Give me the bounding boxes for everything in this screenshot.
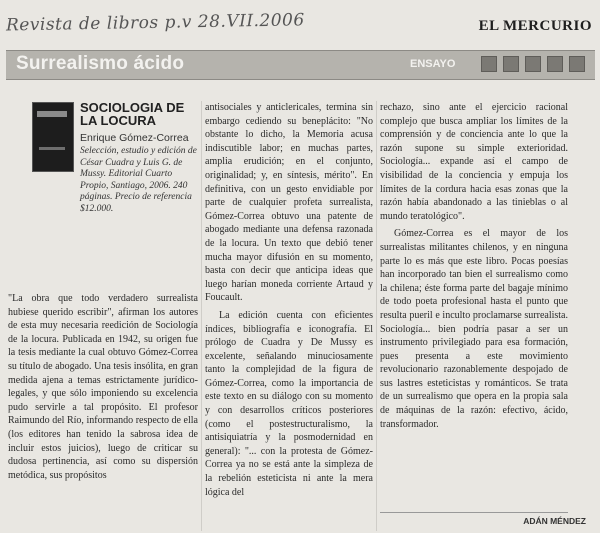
article-column-1 [8, 292, 198, 486]
book-meta: Selección, estudio y edición de César Cuadra y Luis G. de Mussy. Editorial Cuarto Propio, Santiago, 2006. 240 páginas. Precio de referencia $12.000. [80, 146, 197, 214]
article-column-2 [205, 101, 373, 503]
star-icon [481, 56, 497, 72]
article-paragraph: antisociales y anticlericales, termina sin embargo cediendo su beneplácito: "No obstante lo dicho, la Memoria acusa indiscutible labor; en muchas partes, amplia erudición; en el conjunto, originalidad; y, en síntesis, mérito". En definitiva, con un gesto envidiable por parte de cualquier profeta surrealista, Gómez-Correa obtuvo una patente de abogado mediante una defensa razonada de la locura. Un texto que debió tener mucha mayor difusión en su momento, basta con decir que anticipa ideas que luego harían moneda corriente Artaud y Foucault. [205, 102, 373, 304]
handwritten-note: Revista de libros p.v 28.VII.2006 [5, 10, 305, 36]
rating-stars [481, 56, 585, 72]
section-bar [6, 50, 595, 80]
article-paragraph: Gómez-Correa es el mayor de los surrealistas militantes chilenos, y en ninguna parte lo es más que este libro. Pocas poesías han incorporado tan bien el surrealismo como la chilena; éste forma parte del bagaje mínimo de todo poeta profesional hasta el punto que resulta pueril e inculto proclamarse surrealista. Sociología... bien podría pasar a ser un instrumento privilegiado para esa formación, pues presenta a este movimiento revolucionario razonablemente despojado de sus lastres esteticistas y románticos. Se trata de un surrealismo que opera en la propia sala de máquinas de la razón: efectivo, ácido, transformador. [380, 228, 568, 430]
byline: ADÁN MÉNDEZ [523, 516, 586, 526]
star-icon [503, 56, 519, 72]
column-divider [376, 101, 377, 531]
article-paragraph: rechazo, sino ante el ejercicio racional complejo que busca ampliar los límites de la comprensión y de conciencia ante lo que la razón supone su simple exterioridad. Sociología... expande así el campo de visibilidad de la conciencia y empuja los límites de la cordura hacia esas zonas que la razón había abandonado a las tinieblas o al mundo teratológico". [380, 102, 568, 222]
star-icon [569, 56, 585, 72]
book-cover [32, 102, 74, 172]
star-icon [525, 56, 541, 72]
book-title: SOCIOLOGIA DE LA LOCURA [80, 100, 185, 128]
star-icon [547, 56, 563, 72]
genre-label: ENSAYO [410, 58, 456, 70]
article-paragraph: La edición cuenta con eficientes índices, bibliografía e iconografía. El prólogo de Cuadra y De Mussy es excelente, señalando minuciosamente tanto la complejidad de la figura de Gómez-Correa, como la importancia de este texto en su diálogo con su momento y con desarrollos críticos posteriores (como el postestructuralismo, la antisiquiatría y la posmodernidad en general): "... con la protesta de Gómez-Correa ya no se está ante la simpleza de la rebelión esteticista ni ante la mera lógica del [205, 309, 373, 498]
byline-rule [380, 512, 568, 513]
article-paragraph: "La obra que todo verdadero surrealista hubiese querido escribir", afirman los autores de esta muy necesaria reedición de Sociología de la locura. Publicada en 1942, su origen fue la tesis mediante la cual obtuvo Gómez-Correa su título de abogado. Una tesis insólita, en gran medida ajena a temas estrictamente jurídico-legales, y que sólo imponiendo su excelencia pudo servirle a tal propósito. El profesor Raimundo del Río, informando respecto de ella (los editores han tenido la sabrosa idea de incluir estos juicios), luego de criticar su dudosa pertinencia, así como su dispersión metódica, sus propósitos [8, 293, 198, 481]
column-divider [201, 101, 202, 531]
cover-band [37, 111, 67, 117]
masthead: EL MERCURIO [478, 18, 592, 34]
book-author: Enrique Gómez-Correa [80, 132, 189, 144]
cover-lines [39, 147, 65, 150]
article-column-3 [380, 101, 568, 435]
section-title: Surrealismo ácido [16, 53, 185, 74]
